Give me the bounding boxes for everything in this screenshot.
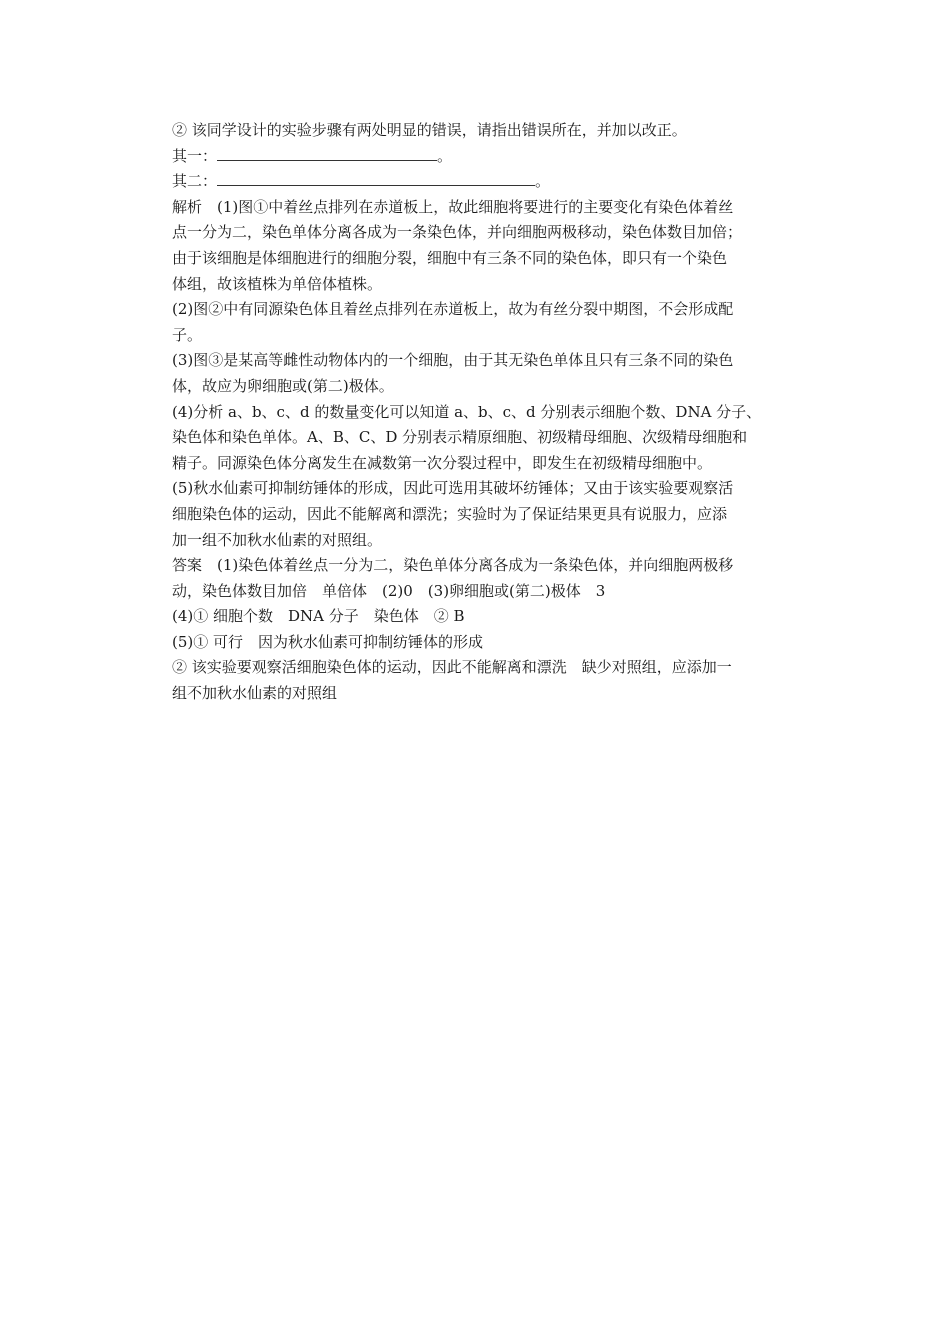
text-line: 动，染色体数目加倍 单倍体 (2)0 (3)卵细胞或(第二)极体 3 — [172, 581, 606, 600]
answer-blank-2[interactable] — [217, 169, 535, 186]
answer-paragraph-1 — [172, 553, 812, 604]
text-line: 子。 — [172, 325, 203, 344]
analysis-paragraph-4 — [172, 400, 812, 477]
answer-paragraph-5b — [172, 655, 812, 706]
text-line: (5)秋水仙素可抑制纺锤体的形成，因此可选用其破坏纺锤体；又由于该实验要观察活 — [172, 479, 734, 498]
blank-1-label: 其一： — [172, 146, 218, 165]
text-line: 精子。同源染色体分离发生在减数第一次分裂过程中，即发生在初级精母细胞中。 — [172, 453, 713, 472]
blank-2-end: 。 — [535, 172, 551, 191]
answer-blank-1[interactable] — [217, 144, 437, 161]
text-line: ② 该实验要观察活细胞染色体的运动，因此不能解离和漂洗 缺少对照组，应添加一 — [172, 658, 732, 677]
text-line: 细胞染色体的运动，因此不能解离和漂洗；实验时为了保证结果更具有说服力，应添 — [172, 504, 728, 523]
blank-1-end: 。 — [437, 146, 453, 165]
question-2-prompt: ② 该同学设计的实验步骤有两处明显的错误，请指出错误所在，并加以改正。 — [172, 121, 687, 139]
text-line: (4)分析 a、b、c、d 的数量变化可以知道 a、b、c、d 分别表示细胞个数、DNA 分子、 — [172, 402, 762, 421]
analysis-paragraph-1 — [172, 195, 812, 297]
answer-blank-1-row — [172, 144, 812, 170]
answer-line-4: (4)① 细胞个数 DNA 分子 染色体 ② B — [172, 607, 465, 626]
answer-line-5: (5)① 可行 因为秋水仙素可抑制纺锤体的形成 — [172, 632, 484, 651]
text-line: 体组，故该植株为单倍体植株。 — [172, 274, 383, 293]
analysis-paragraph-5 — [172, 476, 812, 553]
text-line: 解析 (1)图①中着丝点排列在赤道板上，故此细胞将要进行的主要变化有染色体着丝 — [172, 197, 734, 216]
text-line: (3)图③是某高等雌性动物体内的一个细胞，由于其无染色单体且只有三条不同的染色 — [172, 351, 734, 370]
text-line: 点一分为二，染色单体分离各成为一条染色体，并向细胞两极移动，染色体数目加倍； — [172, 223, 743, 242]
blank-2-label: 其二： — [172, 172, 218, 191]
text-line: 组不加秋水仙素的对照组 — [172, 684, 338, 703]
text-line: 染色体和染色单体。A、B、C、D 分别表示精原细胞、初级精母细胞、次级精母细胞和 — [172, 428, 748, 447]
answer-blank-2-row — [172, 169, 812, 195]
text-line: 由于该细胞是体细胞进行的细胞分裂，细胞中有三条不同的染色体，即只有一个染色 — [172, 248, 728, 267]
document-page — [172, 118, 812, 707]
text-line: (2)图②中有同源染色体且着丝点排列在赤道板上，故为有丝分裂中期图，不会形成配 — [172, 300, 734, 319]
text-line: 体，故应为卵细胞或(第二)极体。 — [172, 376, 394, 395]
text-line: 答案 (1)染色体着丝点一分为二，染色单体分离各成为一条染色体，并向细胞两极移 — [172, 556, 734, 575]
analysis-paragraph-3 — [172, 348, 812, 399]
analysis-paragraph-2 — [172, 297, 812, 348]
text-line: 加一组不加秋水仙素的对照组。 — [172, 530, 383, 549]
